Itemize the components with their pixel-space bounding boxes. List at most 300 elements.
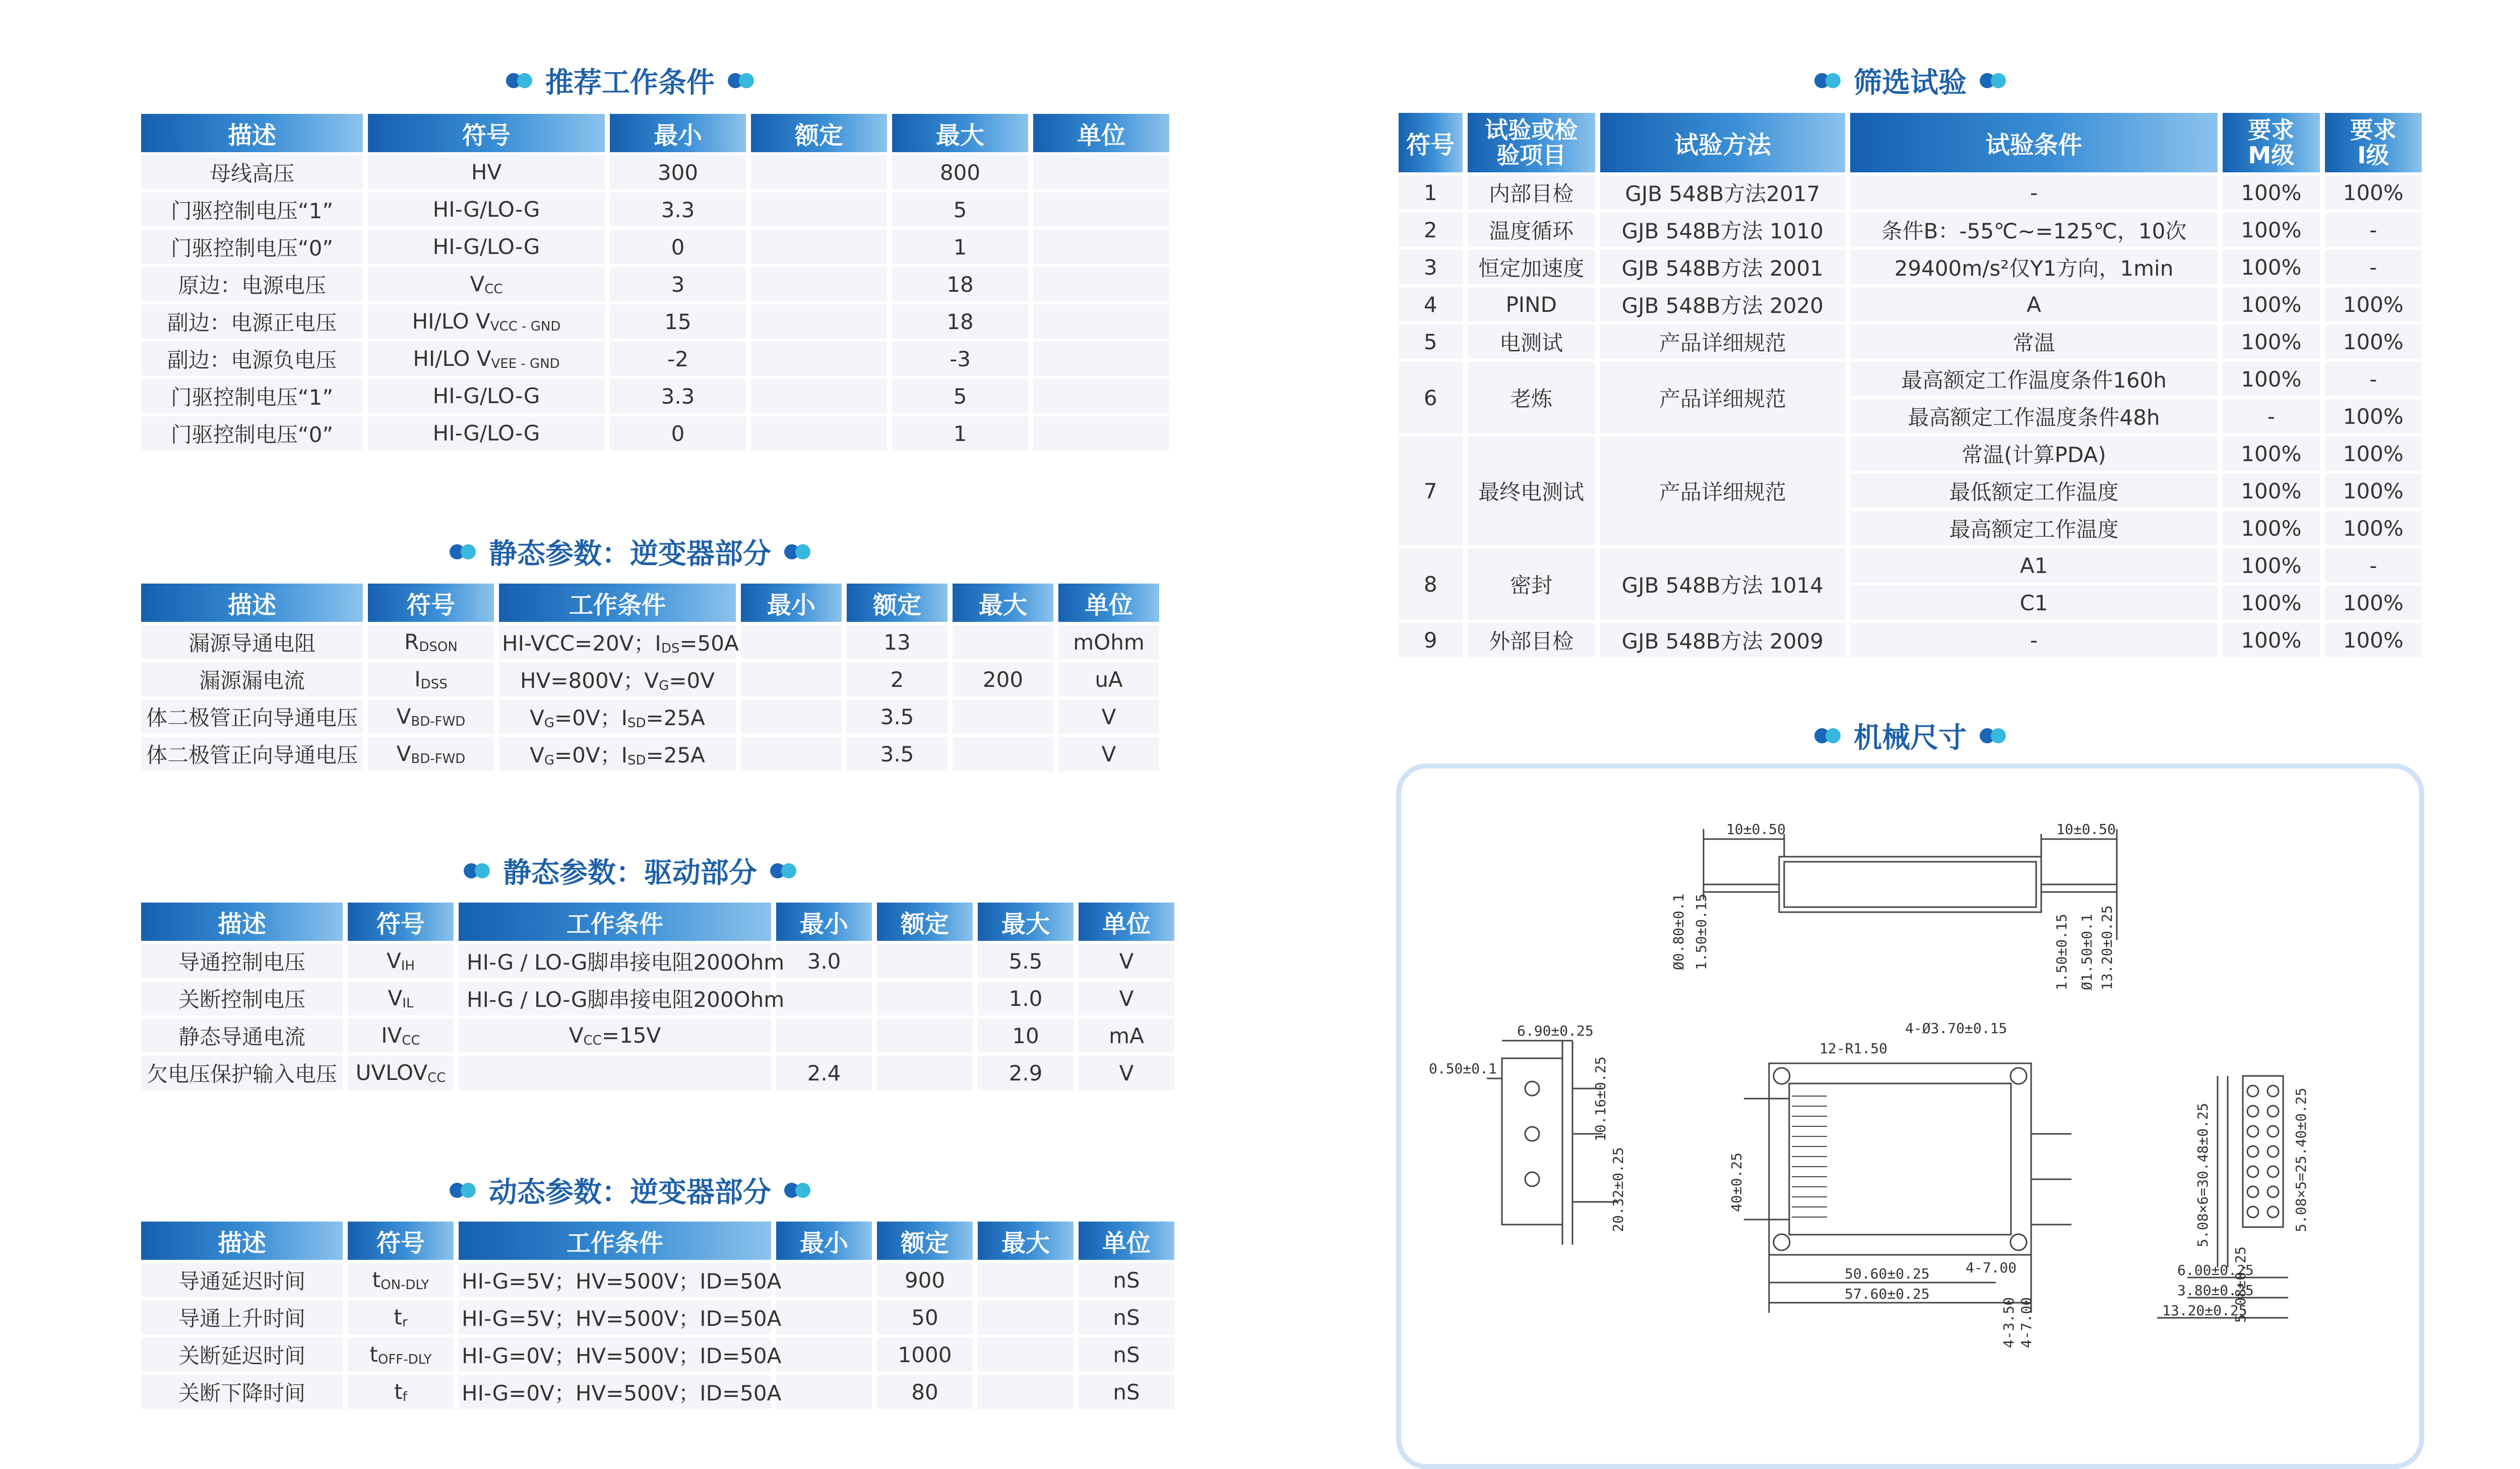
cell-max: 5 <box>892 379 1028 413</box>
title-dots-icon <box>1980 728 2006 743</box>
table-row <box>1399 548 2422 583</box>
cell-cond: 常温(计算PDA) <box>1850 436 2218 471</box>
cell-m: 100% <box>2223 175 2319 210</box>
dim-top-v2: 1.50±0.15 <box>1693 893 1710 970</box>
cell-sym <box>348 1375 454 1409</box>
condition-text: V <box>530 706 544 730</box>
cell-nom <box>877 944 973 978</box>
symbol-text: HI-G/LO-G <box>432 421 540 446</box>
dim-side-v2: 20.32±0.25 <box>1610 1147 1626 1232</box>
cell-cond: 条件B：-55℃~=125℃，10次 <box>1850 213 2218 247</box>
cell-m: 100% <box>2223 436 2319 471</box>
cell-desc: 体二极管正向导通电压 <box>141 737 363 771</box>
top-view-body <box>1779 857 2041 912</box>
symbol-text: V <box>396 741 411 767</box>
column-header: 单位 <box>1079 903 1174 941</box>
column-header: 符号 <box>368 114 605 152</box>
dim-top-v4: Ø1.50±0.1 <box>2078 914 2095 990</box>
header-line: 要求 <box>2248 116 2295 144</box>
column-header: 最大 <box>953 584 1053 622</box>
cell-cond: 最高额定工作温度条件48h <box>1850 399 2218 433</box>
cell-unit: uA <box>1058 662 1159 696</box>
table-row <box>141 155 1169 189</box>
table-row <box>141 737 1159 771</box>
condition-subscript: G <box>544 752 554 768</box>
dim-pins-v1: 5.08×6=30.48±0.25 <box>2194 1103 2211 1247</box>
symbol-text: t <box>372 1267 381 1293</box>
section-title-text: 静态参数：逆变器部分 <box>489 538 771 570</box>
cell-unit <box>1033 342 1169 376</box>
table-row <box>1399 250 2422 284</box>
cell-sym <box>368 155 605 189</box>
symbol-text: HI/LO V <box>413 346 491 371</box>
column-header: 最小 <box>776 903 872 941</box>
column-header: 符号 <box>348 903 454 941</box>
dim-front-v: 40±0.25 <box>1728 1152 1745 1212</box>
mechanical-drawing <box>1401 769 2419 1464</box>
cell-max: 800 <box>892 155 1028 189</box>
cell-desc: 副边：电源负电压 <box>141 342 363 376</box>
cell-desc: 导通延迟时间 <box>141 1263 343 1297</box>
table-header-row <box>141 114 1169 152</box>
cell-item: 温度循环 <box>1468 213 1595 247</box>
cell-cond: - <box>1850 623 2218 657</box>
column-header <box>1600 113 1845 172</box>
cell-unit: nS <box>1079 1300 1174 1334</box>
column-header: 额定 <box>877 903 973 941</box>
cell-cond: 29400m/s²仅Y1方向，1min <box>1850 250 2218 284</box>
cell-max: 1.0 <box>978 981 1074 1015</box>
condition-text: HI-G=5V；HV=500V；ID=50A <box>462 1269 782 1294</box>
title-dots-icon <box>728 73 754 88</box>
table-row <box>1399 362 2422 396</box>
cell-m: 100% <box>2223 325 2319 359</box>
section-title-dynamic-inverter <box>141 1170 1119 1210</box>
symbol-subscript: VEE - GND <box>491 356 560 371</box>
cell-sym <box>348 1300 454 1334</box>
cell-min: 3.3 <box>610 379 746 413</box>
cell-unit <box>1033 155 1169 189</box>
cell-sym <box>368 267 605 301</box>
cell-desc: 母线高压 <box>141 155 363 189</box>
pin-header-body <box>2243 1076 2283 1227</box>
condition-text: HI-G / LO-G脚串接电阻200Ohm <box>467 950 785 975</box>
table-row <box>141 304 1169 339</box>
condition-text: HI-G=0V；HV=500V；ID=50A <box>462 1381 782 1406</box>
condition-text: =25A <box>646 743 705 768</box>
cell-nom: 80 <box>877 1375 973 1409</box>
cell-nom: 1000 <box>877 1337 973 1372</box>
cell-m: - <box>2223 399 2319 433</box>
cell-nom <box>751 304 887 339</box>
cell-min <box>776 1263 872 1297</box>
cell-min <box>776 1018 872 1053</box>
cell-nom <box>751 230 887 264</box>
cell-no: 3 <box>1399 250 1463 284</box>
cell-unit: nS <box>1079 1375 1174 1409</box>
condition-text: HV=800V；V <box>520 668 659 693</box>
symbol-text: HI/LO V <box>412 309 490 334</box>
cell-min <box>741 699 842 734</box>
title-dots-icon <box>784 544 810 559</box>
dim-front-hole: 4-Ø3.70±0.15 <box>1905 1020 2007 1037</box>
cell-sym <box>348 1263 454 1297</box>
cell-unit <box>1033 193 1169 227</box>
symbol-text: HI-G/LO-G <box>432 234 540 260</box>
symbol-text: V <box>396 704 411 729</box>
cell-cond <box>459 1375 782 1409</box>
table-row <box>1399 287 2422 322</box>
condition-subscript: DS <box>661 641 680 656</box>
cell-nom <box>751 193 887 227</box>
cell-m: 100% <box>2223 586 2319 620</box>
section-title-text: 机械尺寸 <box>1854 722 1967 754</box>
cell-max: 18 <box>892 304 1028 339</box>
cell-cond <box>499 699 736 734</box>
cell-desc: 关断下降时间 <box>141 1375 343 1409</box>
cell-min: 15 <box>610 304 746 339</box>
cell-item: 电测试 <box>1468 325 1595 359</box>
symbol-text: t <box>369 1342 378 1367</box>
symbol-subscript: f <box>402 1389 407 1404</box>
dim-pins-h1: 6.00±0.25 <box>2177 1262 2254 1279</box>
cell-max: 5 <box>892 193 1028 227</box>
table-header-row <box>141 584 1159 622</box>
symbol-text: V <box>388 986 403 1011</box>
title-dots-icon <box>1814 728 1841 743</box>
column-header: 符号 <box>368 584 494 622</box>
dim-pins-v2: 5.08×5=25.40±0.25 <box>2293 1088 2309 1232</box>
cell-sym <box>348 1018 454 1053</box>
header-line: 试验方法 <box>1674 131 1771 159</box>
section-title-text: 推荐工作条件 <box>545 67 715 99</box>
cell-cond: 最高额定工作温度条件160h <box>1850 362 2218 396</box>
cell-min: -2 <box>610 342 746 376</box>
column-header: 描述 <box>141 584 363 622</box>
cell-cond <box>459 1300 782 1334</box>
cell-sym <box>368 416 605 451</box>
cell-min: 3 <box>610 267 746 301</box>
cell-no: 7 <box>1399 436 1463 545</box>
dim-pins-h2: 3.80±0.25 <box>2177 1282 2254 1299</box>
symbol-subscript: OFF-DLY <box>377 1352 432 1367</box>
cell-desc: 导通上升时间 <box>141 1300 343 1334</box>
title-dots-icon <box>784 1183 810 1198</box>
table-row <box>141 1056 1174 1090</box>
title-dots-icon <box>770 863 796 878</box>
cell-unit: V <box>1058 699 1159 734</box>
column-header: 工作条件 <box>499 584 736 622</box>
cell-sym <box>368 304 605 339</box>
section-title-text: 静态参数：驱动部分 <box>503 857 757 889</box>
dim-side-h1: 6.90±0.25 <box>1517 1023 1594 1039</box>
cell-method: GJB 548B方法 2001 <box>1600 250 1845 284</box>
cell-unit <box>1033 379 1169 413</box>
section-title-recommended <box>141 60 1119 101</box>
cell-i: 100% <box>2325 436 2422 471</box>
dim-top-left: 10±0.50 <box>1726 821 1786 838</box>
title-dots-icon <box>464 863 490 878</box>
column-header: 最大 <box>978 1222 1074 1260</box>
cell-sym <box>368 193 605 227</box>
column-header: 最小 <box>741 584 842 622</box>
cell-nom <box>751 342 887 376</box>
header-line: 试验条件 <box>1985 131 2083 159</box>
column-header: 最大 <box>892 114 1028 152</box>
table-row <box>141 379 1169 413</box>
symbol-subscript: BD-FWD <box>411 714 466 729</box>
cell-desc: 静态导通电流 <box>141 1018 343 1053</box>
condition-text: =0V；I <box>554 743 628 768</box>
section-title-text: 筛选试验 <box>1854 67 1967 99</box>
symbol-subscript: VCC - GND <box>490 318 561 334</box>
symbol-subscript: IH <box>401 958 415 974</box>
condition-subscript: SD <box>627 715 646 731</box>
cell-m: 100% <box>2223 250 2319 284</box>
cell-method: GJB 548B方法2017 <box>1600 175 1845 210</box>
cell-item: 最终电测试 <box>1468 436 1595 545</box>
cell-no: 8 <box>1399 548 1463 620</box>
front-view-body <box>1769 1063 2031 1255</box>
cell-cond <box>459 1263 782 1297</box>
column-header <box>1399 113 1463 172</box>
cell-nom <box>877 1056 973 1090</box>
symbol-text: V <box>470 272 485 297</box>
cell-desc: 导通控制电压 <box>141 944 343 978</box>
symbol-subscript: CC <box>484 281 503 297</box>
cell-m: 100% <box>2223 511 2319 545</box>
table-row <box>1399 436 2422 471</box>
cell-method: GJB 548B方法 1010 <box>1600 213 1845 247</box>
cell-i: 100% <box>2325 623 2422 657</box>
table-row <box>1399 325 2422 359</box>
title-dots-icon <box>450 544 476 559</box>
cell-max <box>978 1300 1074 1334</box>
symbol-text: t <box>394 1305 402 1330</box>
cell-nom <box>751 416 887 451</box>
cell-nom <box>877 1018 973 1053</box>
condition-text: HI-G=0V；HV=500V；ID=50A <box>462 1344 782 1368</box>
table-row <box>141 193 1169 227</box>
section-title-screening <box>1396 60 2424 101</box>
cell-no: 9 <box>1399 623 1463 657</box>
condition-subscript: G <box>544 715 554 731</box>
cell-nom: 13 <box>847 625 948 659</box>
cell-m: 100% <box>2223 362 2319 396</box>
table-header-row <box>141 903 1174 941</box>
recommended-conditions-table <box>136 111 1174 454</box>
dim-side-v1: 10.16±0.25 <box>1592 1056 1609 1141</box>
section-title-static-inverter <box>141 532 1119 572</box>
table-header-row <box>1399 113 2422 172</box>
table-header-row <box>141 1222 1174 1260</box>
cell-i: 100% <box>2325 586 2422 620</box>
dim-side-h2: 0.50±0.1 <box>1429 1060 1497 1077</box>
cell-cond: C1 <box>1850 586 2218 620</box>
column-header: 描述 <box>141 1222 343 1260</box>
title-dots-icon <box>1980 73 2006 88</box>
cell-unit <box>1033 304 1169 339</box>
cell-min: 0 <box>610 230 746 264</box>
cell-cond: 最低额定工作温度 <box>1850 474 2218 508</box>
cell-unit: V <box>1058 737 1159 771</box>
column-header: 最小 <box>610 114 746 152</box>
cell-unit <box>1033 416 1169 451</box>
condition-text: =25A <box>646 706 705 730</box>
dim-top-v5: 13.20±0.25 <box>2099 905 2115 990</box>
cell-desc: 关断控制电压 <box>141 981 343 1015</box>
table-row <box>141 944 1174 978</box>
symbol-text: I <box>414 667 421 692</box>
cell-sym <box>368 699 494 734</box>
cell-sym <box>368 625 494 659</box>
symbol-subscript: r <box>402 1314 408 1330</box>
symbol-subscript: DSON <box>419 639 458 655</box>
cell-no: 4 <box>1399 287 1463 322</box>
mount-hole-icon <box>2010 1234 2027 1250</box>
table-row <box>141 267 1169 301</box>
cell-min <box>741 625 842 659</box>
cell-nom <box>877 981 973 1015</box>
column-header: 单位 <box>1033 114 1169 152</box>
cell-min: 3.0 <box>776 944 872 978</box>
condition-text: HI-G=5V；HV=500V；ID=50A <box>462 1306 782 1331</box>
cell-method: GJB 548B方法 2009 <box>1600 623 1845 657</box>
column-header: 符号 <box>348 1222 454 1260</box>
dim-front-v3: 4-7.00 <box>2018 1297 2035 1348</box>
cell-unit: V <box>1079 981 1174 1015</box>
cell-item: 恒定加速度 <box>1468 250 1595 284</box>
symbol-text: IV <box>381 1023 402 1048</box>
cell-cond: A1 <box>1850 548 2218 583</box>
column-header: 额定 <box>847 584 948 622</box>
cell-sym <box>368 379 605 413</box>
symbol-subscript: DSS <box>420 676 448 692</box>
cell-cond: A <box>1850 287 2218 322</box>
condition-subscript: G <box>659 678 669 693</box>
dim-top-right: 10±0.50 <box>2056 821 2116 838</box>
cell-max <box>953 699 1053 734</box>
cell-max: -3 <box>892 342 1028 376</box>
condition-text: HI-G / LO-G脚串接电阻200Ohm <box>467 987 785 1012</box>
cell-unit: mA <box>1079 1018 1174 1053</box>
cell-i: 100% <box>2325 511 2422 545</box>
cell-cond <box>499 662 736 696</box>
dim-front-h3: 57.60±0.25 <box>1845 1286 1930 1302</box>
table-row <box>141 1018 1174 1053</box>
mount-hole-icon <box>1774 1068 1790 1084</box>
cell-no: 1 <box>1399 175 1463 210</box>
cell-desc: 体二极管正向导通电压 <box>141 699 363 734</box>
cell-unit: nS <box>1079 1337 1174 1372</box>
mount-hole-icon <box>2010 1068 2027 1084</box>
cell-i: - <box>2325 213 2422 247</box>
cell-no: 5 <box>1399 325 1463 359</box>
symbol-subscript: BD-FWD <box>411 751 466 767</box>
condition-text: V <box>530 743 544 768</box>
cell-desc: 副边：电源正电压 <box>141 304 363 339</box>
cell-nom: 900 <box>877 1263 973 1297</box>
mount-hole-icon <box>1774 1234 1790 1250</box>
column-header: 工作条件 <box>459 903 771 941</box>
cell-nom <box>751 379 887 413</box>
section-title-text: 动态参数：逆变器部分 <box>489 1176 771 1209</box>
cell-max: 200 <box>953 662 1053 696</box>
cell-method: 产品详细规范 <box>1600 325 1845 359</box>
cell-min <box>776 1337 872 1372</box>
cell-desc: 欠电压保护输入电压 <box>141 1056 343 1090</box>
cell-cond <box>459 981 785 1015</box>
static-inverter-table <box>136 581 1164 774</box>
column-header <box>2223 113 2319 172</box>
cell-i: 100% <box>2325 287 2422 322</box>
cell-desc: 原边：电源电压 <box>141 267 363 301</box>
dim-top-v1: Ø0.80±0.1 <box>1670 893 1687 970</box>
cell-cond <box>459 1018 771 1053</box>
header-line: 要求 <box>2350 116 2397 144</box>
table-row <box>141 342 1169 376</box>
dynamic-inverter-table <box>136 1219 1179 1412</box>
cell-i: - <box>2325 548 2422 583</box>
cell-min: 3.3 <box>610 193 746 227</box>
cell-cond <box>459 1337 782 1372</box>
symbol-subscript: CC <box>402 1033 420 1048</box>
cell-max: 1 <box>892 230 1028 264</box>
cell-max: 18 <box>892 267 1028 301</box>
header-line: 试验或检 <box>1485 116 1578 144</box>
dim-pins-h3: 13.20±0.25 <box>2162 1302 2247 1319</box>
cell-i: - <box>2325 362 2422 396</box>
cell-cond <box>459 944 785 978</box>
column-header <box>1468 113 1595 172</box>
cell-m: 100% <box>2223 213 2319 247</box>
cell-sym <box>348 1337 454 1372</box>
cell-sym <box>368 662 494 696</box>
cell-method: 产品详细规范 <box>1600 362 1845 433</box>
header-line: I级 <box>2357 142 2389 169</box>
column-header: 工作条件 <box>459 1222 771 1260</box>
cell-desc: 门驱控制电压“0” <box>141 230 363 264</box>
cell-i: - <box>2325 250 2422 284</box>
condition-text: =0V <box>669 668 715 693</box>
cell-unit: V <box>1079 944 1174 978</box>
table-row <box>141 699 1159 734</box>
cell-sym <box>368 342 605 376</box>
table-row <box>141 1263 1174 1297</box>
cell-item: 老炼 <box>1468 362 1595 433</box>
symbol-text: HV <box>471 160 502 185</box>
condition-text: V <box>569 1023 584 1048</box>
dim-front-v2: 4-3.50 <box>2000 1297 2017 1348</box>
symbol-subscript: IL <box>402 995 414 1011</box>
title-dots-icon <box>1814 73 1841 88</box>
cell-m: 100% <box>2223 548 2319 583</box>
cell-min: 0 <box>610 416 746 451</box>
cell-m: 100% <box>2223 474 2319 508</box>
cell-desc: 门驱控制电压“1” <box>141 379 363 413</box>
cell-min: 300 <box>610 155 746 189</box>
header-line: M级 <box>2248 142 2295 169</box>
table-row <box>141 416 1169 451</box>
title-dots-icon <box>506 73 532 88</box>
column-header: 描述 <box>141 903 343 941</box>
table-row <box>141 1300 1174 1334</box>
cell-cond <box>499 625 739 659</box>
cell-sym <box>368 230 605 264</box>
cell-i: 100% <box>2325 175 2422 210</box>
cell-min <box>776 981 872 1015</box>
cell-item: 内部目检 <box>1468 175 1595 210</box>
